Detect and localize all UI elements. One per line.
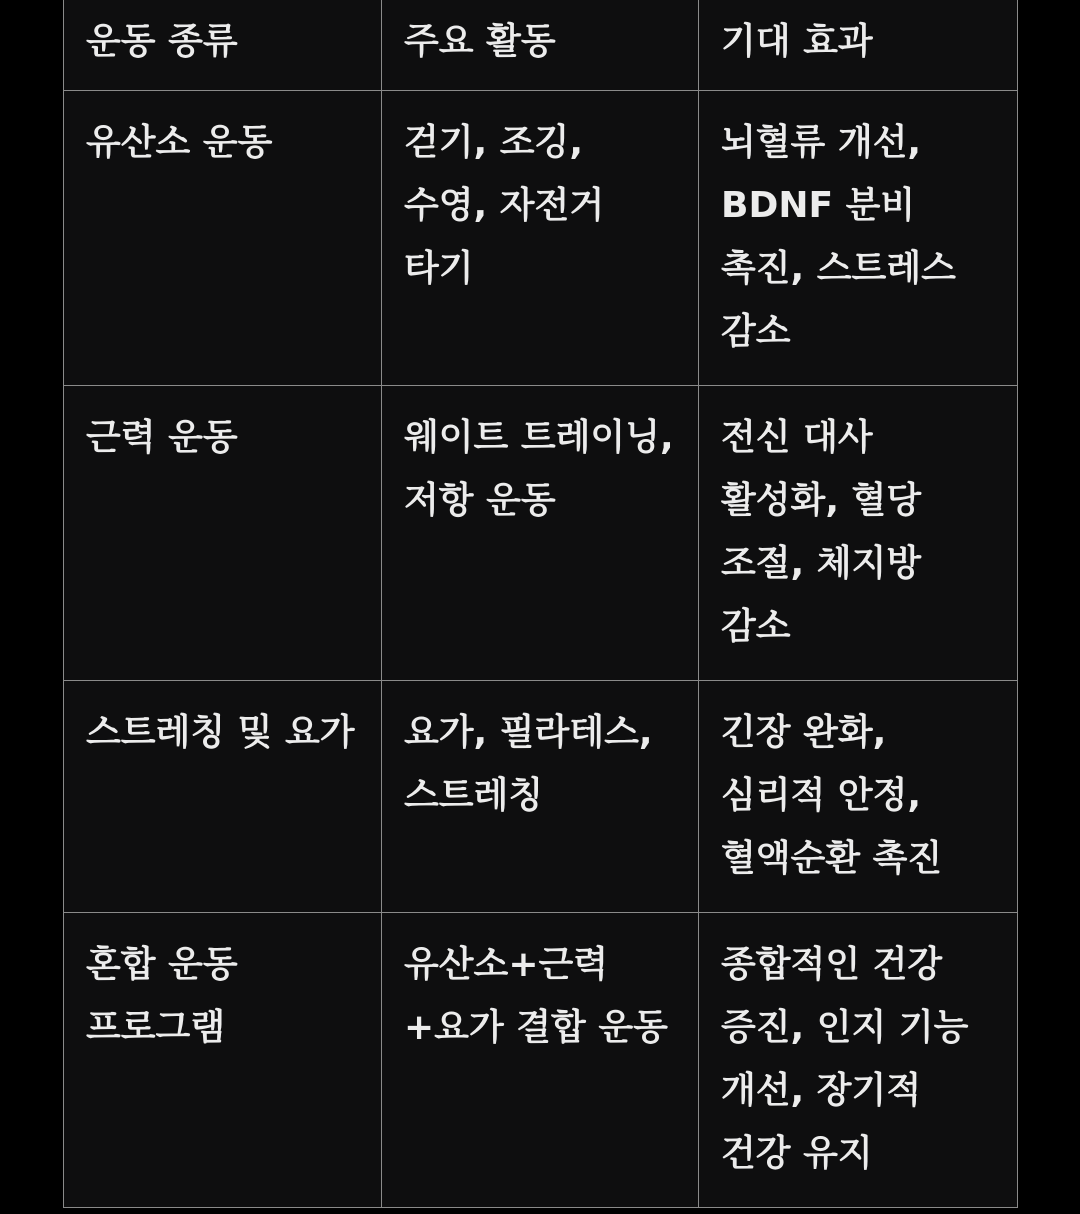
cell-exercise-type: 스트레칭 및 요가 — [64, 681, 382, 913]
header-row — [64, 0, 1018, 91]
cell-main-activities: 요가, 필라테스, 스트레칭 — [382, 681, 699, 913]
cell-exercise-type: 유산소 운동 — [64, 91, 382, 386]
table-body — [64, 91, 1018, 1208]
cell-expected-effects: 종합적인 건강 증진, 인지 기능 개선, 장기적 건강 유지 — [699, 913, 1018, 1208]
cell-expected-effects: 뇌혈류 개선, BDNF 분비 촉진, 스트레스 감소 — [699, 91, 1018, 386]
table-row — [64, 91, 1018, 386]
cell-expected-effects: 긴장 완화, 심리적 안정, 혈액순환 촉진 — [699, 681, 1018, 913]
cell-expected-effects: 전신 대사 활성화, 혈당 조절, 체지방 감소 — [699, 386, 1018, 681]
table-row — [64, 681, 1018, 913]
exercise-table — [63, 0, 1018, 1208]
cell-exercise-type: 혼합 운동 프로그램 — [64, 913, 382, 1208]
header-exercise-type: 운동 종류 — [64, 0, 382, 91]
cell-exercise-type: 근력 운동 — [64, 386, 382, 681]
table-row — [64, 913, 1018, 1208]
exercise-table-container — [63, 0, 1017, 1208]
header-expected-effects: 기대 효과 — [699, 0, 1018, 91]
table-header — [64, 0, 1018, 91]
cell-main-activities: 유산소+근력+요가 결합 운동 — [382, 913, 699, 1208]
cell-main-activities: 웨이트 트레이닝, 저항 운동 — [382, 386, 699, 681]
table-row — [64, 386, 1018, 681]
header-main-activities: 주요 활동 — [382, 0, 699, 91]
cell-main-activities: 걷기, 조깅, 수영, 자전거 타기 — [382, 91, 699, 386]
